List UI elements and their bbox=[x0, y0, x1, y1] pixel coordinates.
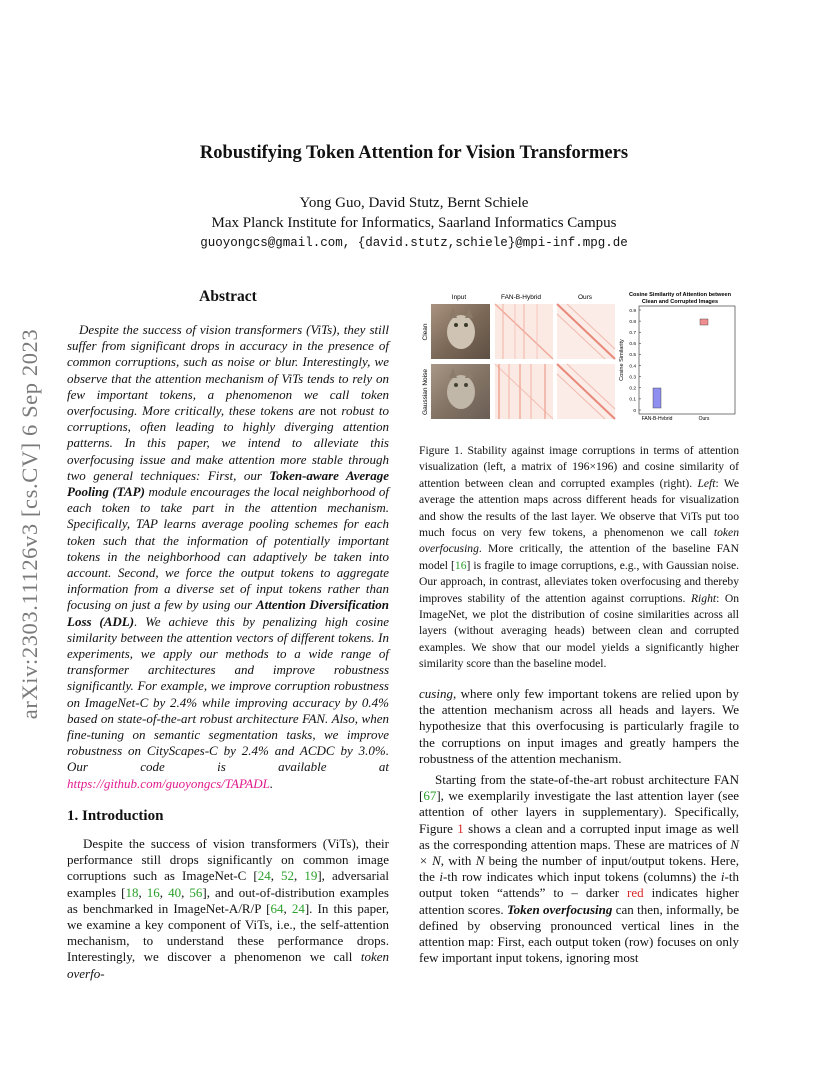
figure-col-label-input: Input bbox=[451, 294, 467, 301]
intro-text: ]. In this paper, we examine a key component of ViTs, i.e., the self-attention mechanism, to understand these performance drops. Interestingly, we discover a phenomenon we call bbox=[67, 900, 390, 965]
caption-text: : We average the attention maps across different heads for visualization and show the results of the last layer. We observe that ViTs put too much focus on very few tokens, a phenomenon we call bbox=[419, 476, 739, 540]
input-image-clean bbox=[431, 304, 490, 359]
boxplot-title-line1: Cosine Similarity of Attention between bbox=[628, 292, 732, 298]
math-n: N bbox=[475, 853, 485, 869]
boxplot-y-tick-label: 0.4 bbox=[629, 364, 636, 370]
right-paragraph-2 bbox=[419, 772, 739, 966]
citation-link[interactable]: 16 bbox=[146, 884, 160, 900]
figure-row-label-noise: Gaussian Noise bbox=[422, 369, 429, 415]
right-text: , where only few important tokens are relied upon by the attention mechanism across all heads and layers. We hypothesize that this overfocusing is particularly fragile to the corruptions on input images and greatly hampers the robustness of the attention mechanism. bbox=[419, 686, 739, 766]
right-text: being the number of input/output tokens. Here, the bbox=[419, 853, 739, 885]
caption-right: Right bbox=[690, 591, 717, 605]
figure-reference-link[interactable]: 1 bbox=[457, 820, 464, 836]
boxplot-y-label: Cosine Similarity bbox=[619, 339, 625, 381]
citation-link[interactable]: 56 bbox=[189, 884, 203, 900]
boxplot-cosine-similarity bbox=[619, 292, 735, 420]
citation-link[interactable]: 24 bbox=[291, 900, 305, 916]
abstract-text: . bbox=[269, 775, 274, 791]
citation-link[interactable]: 18 bbox=[125, 884, 139, 900]
token-overfocusing-term: Token overfocusing bbox=[506, 901, 613, 917]
boxplot-y-tick-label: 0.8 bbox=[629, 319, 636, 325]
author-emails: guoyongcs@gmail.com, {david.stutz,schiele}@mpi-inf.mpg.de bbox=[200, 236, 628, 250]
boxplot-category-ours: Ours bbox=[698, 416, 710, 420]
code-link[interactable]: https://github.com/guoyongcs/TAPADL bbox=[67, 775, 270, 791]
arxiv-watermark bbox=[10, 294, 50, 754]
caption-text: . More critically, the attention of the baseline FAN model [ bbox=[419, 542, 739, 572]
caption-text: ] is fragile to image corruptions, e.g., with Gaussian noise. Our approach, in contrast, alleviates token overfocusing and thereby improves stability of the attention against corruptions. bbox=[419, 558, 739, 605]
intro-text: Despite the success of vision transformers (ViTs), their performance still drops significantly on common image corruptions such as ImageNet-C [ bbox=[67, 836, 389, 884]
boxplot-y-tick-label: 0.5 bbox=[629, 353, 636, 359]
intro-term: token overfo- bbox=[67, 949, 389, 981]
affiliation: Max Planck Institute for Informatics, Saarland Informatics Campus bbox=[211, 215, 617, 231]
boxplot-y-tick-label: 0 bbox=[633, 408, 636, 414]
abstract-heading: Abstract bbox=[199, 288, 257, 305]
introduction-body: Despite the success of vision transformers (ViTs), their performance still drops significantly on common image corruptions such as ImageNet-C [24, 52, 19], adversarial examples [18, 16, 40, 56], and out-of-distribution examples as benchmarked in ImageNet-A/R/P [64, 24]. In this paper, we examine a key component of ViTs, i.e., the self-attention mechanism, to understand these performance drops. Interestingly, we discover a phenomenon we call token overfo- bbox=[67, 836, 390, 981]
attention-map-ours-noise bbox=[557, 364, 615, 419]
adl-term: Attention Diversification Loss (ADL) bbox=[67, 597, 389, 629]
red-word: red bbox=[627, 885, 644, 901]
abstract-text: Despite the success of vision transformers (ViTs), they still suffer from significant drops in accuracy in the presence of common corruptions, such as noise or blur. Interestingly, we observe that the attention mechanism of ViTs tends to rely on few important tokens, a phenomenon we call token overfocusing. More critically, these tokens are bbox=[67, 322, 389, 419]
boxplot-box-fan bbox=[653, 388, 661, 408]
citation-link[interactable]: 64 bbox=[270, 900, 284, 916]
paper-title: Robustifying Token Attention for Vision Transformers bbox=[199, 143, 629, 163]
figure-1 bbox=[419, 288, 739, 420]
attention-map-ours-clean bbox=[557, 304, 615, 359]
right-text: -th output token “attends” to – darker bbox=[419, 869, 739, 901]
caption-term: token overfocusing bbox=[419, 526, 739, 556]
boxplot-box-ours bbox=[700, 319, 708, 325]
citation-link[interactable]: 16 bbox=[454, 558, 467, 572]
abstract-text: . We achieve this by penalizing high cosine similarity between the attention vectors of different tokens. In experiments, we apply our methods to a wide range of transformer architectures and improve robustness significantly. For example, we improve corruption robustness on ImageNet-C by 2.4% while improving accuracy by 0.4% based on state-of-the-art robust architecture FAN. Also, when fine-tuning on semantic segmentation tasks, we improve robustness on CityScapes-C by 2.4% and ACDC by 3.0%. Our code is available at bbox=[67, 613, 390, 775]
boxplot-y-tick-label: 0.9 bbox=[629, 308, 636, 314]
boxplot-y-tick-label: 0.1 bbox=[629, 397, 636, 403]
math-i: i bbox=[720, 869, 725, 885]
caption-text: Figure 1. Stability against image corruptions in terms of attention visualization (left, a matrix of 196×196) and cosine similarity of attention between clean and corrupted examples (right). bbox=[419, 444, 739, 490]
citation-link[interactable]: 40 bbox=[168, 884, 182, 900]
figure-row-label-clean: Clean bbox=[422, 323, 429, 341]
section-heading-introduction: 1. Introduction bbox=[67, 808, 164, 824]
abstract-text: robust to corruptions, often leading to highly diverging attention patterns. In this paper, we intend to alleviate this overfocusing issue and make attention more stable through two general techniques: First, our bbox=[67, 403, 390, 483]
boxplot-category-fan: FAN-B-Hybrid bbox=[641, 416, 673, 420]
right-text: ], we exemplarily investigate the last attention layer (see attention of other layers in supplementary). Specifically, Figure bbox=[419, 788, 739, 836]
intro-text: ], and out-of-distribution examples as benchmarked in ImageNet-A/R/P [ bbox=[67, 884, 389, 916]
attention-map-fan-noise bbox=[495, 364, 553, 419]
right-paragraph-1 bbox=[419, 686, 739, 767]
arxiv-identifier: arXiv:2303.11126v3 [cs.CV] 6 Sep 2023 bbox=[17, 328, 42, 720]
math-nn: N × N bbox=[419, 836, 739, 869]
abstract-body bbox=[67, 322, 389, 792]
boxplot-y-tick-label: 0.7 bbox=[629, 331, 636, 337]
math-i: i bbox=[439, 869, 444, 885]
right-text: can then, informally, be defined by observing pronounced vertical lines in the attention map: First, each output token (row) focuses on only few important input tokens, ignoring most bbox=[419, 901, 739, 966]
boxplot-y-tick-label: 0.3 bbox=[629, 375, 636, 381]
boxplot-boxes bbox=[653, 319, 708, 408]
right-text: shows a clean and a corrupted input image as well as the corresponding attention maps. These are matrices of bbox=[419, 820, 739, 852]
citation-link[interactable]: 24 bbox=[257, 868, 271, 884]
right-text: -th row indicates which input tokens (columns) the bbox=[443, 869, 721, 885]
abstract-text: module encourages the local neighborhood of each token to take part in the attention mechanism. Specifically, TAP learns average pooling schemes for each token such that the information of potentially important tokens in the neighborhood can adaptively be taken into account. Second, we force the output tokens to aggregate information from a diverse set of input tokens rather than focusing on just a few by using our bbox=[67, 484, 389, 613]
right-text: indicates higher attention scores. bbox=[419, 885, 739, 917]
intro-text: ], adversarial examples [ bbox=[67, 868, 389, 900]
figure-1-caption bbox=[419, 443, 739, 673]
input-image-gaussian-noise bbox=[431, 364, 490, 419]
tap-term: Token-aware Average Pooling (TAP) bbox=[67, 467, 389, 500]
boxplot-title-line2: Clean and Corrupted Images bbox=[641, 299, 719, 305]
figure-col-label-fan: FAN-B-Hybrid bbox=[500, 294, 542, 301]
author-list: Yong Guo, David Stutz, Bernt Schiele bbox=[299, 195, 529, 211]
caption-text: : On ImageNet, we plot the distribution of cosine similarities across all layers (without averaging heads) between clean and corrupted examples. We show that our model yields a significantly higher similarity score than the baseline model. bbox=[419, 591, 739, 671]
figure-col-label-ours: Ours bbox=[577, 294, 593, 301]
boxplot-y-tick-label: 0.6 bbox=[629, 342, 636, 348]
attention-map-fan-clean bbox=[495, 304, 553, 359]
boxplot-y-tick-label: 0.2 bbox=[629, 386, 636, 392]
right-text: , with bbox=[440, 853, 476, 869]
abstract-emphasis-not: not bbox=[319, 403, 337, 419]
citation-link[interactable]: 67 bbox=[423, 788, 437, 804]
right-text: Starting from the state-of-the-art robust architecture FAN [ bbox=[419, 772, 739, 804]
figure-1-graphic bbox=[419, 288, 739, 420]
right-text-italic: cusing bbox=[419, 686, 453, 701]
citation-link[interactable]: 52 bbox=[281, 868, 295, 884]
citation-link[interactable]: 19 bbox=[304, 868, 318, 884]
caption-left: Left bbox=[697, 476, 716, 490]
